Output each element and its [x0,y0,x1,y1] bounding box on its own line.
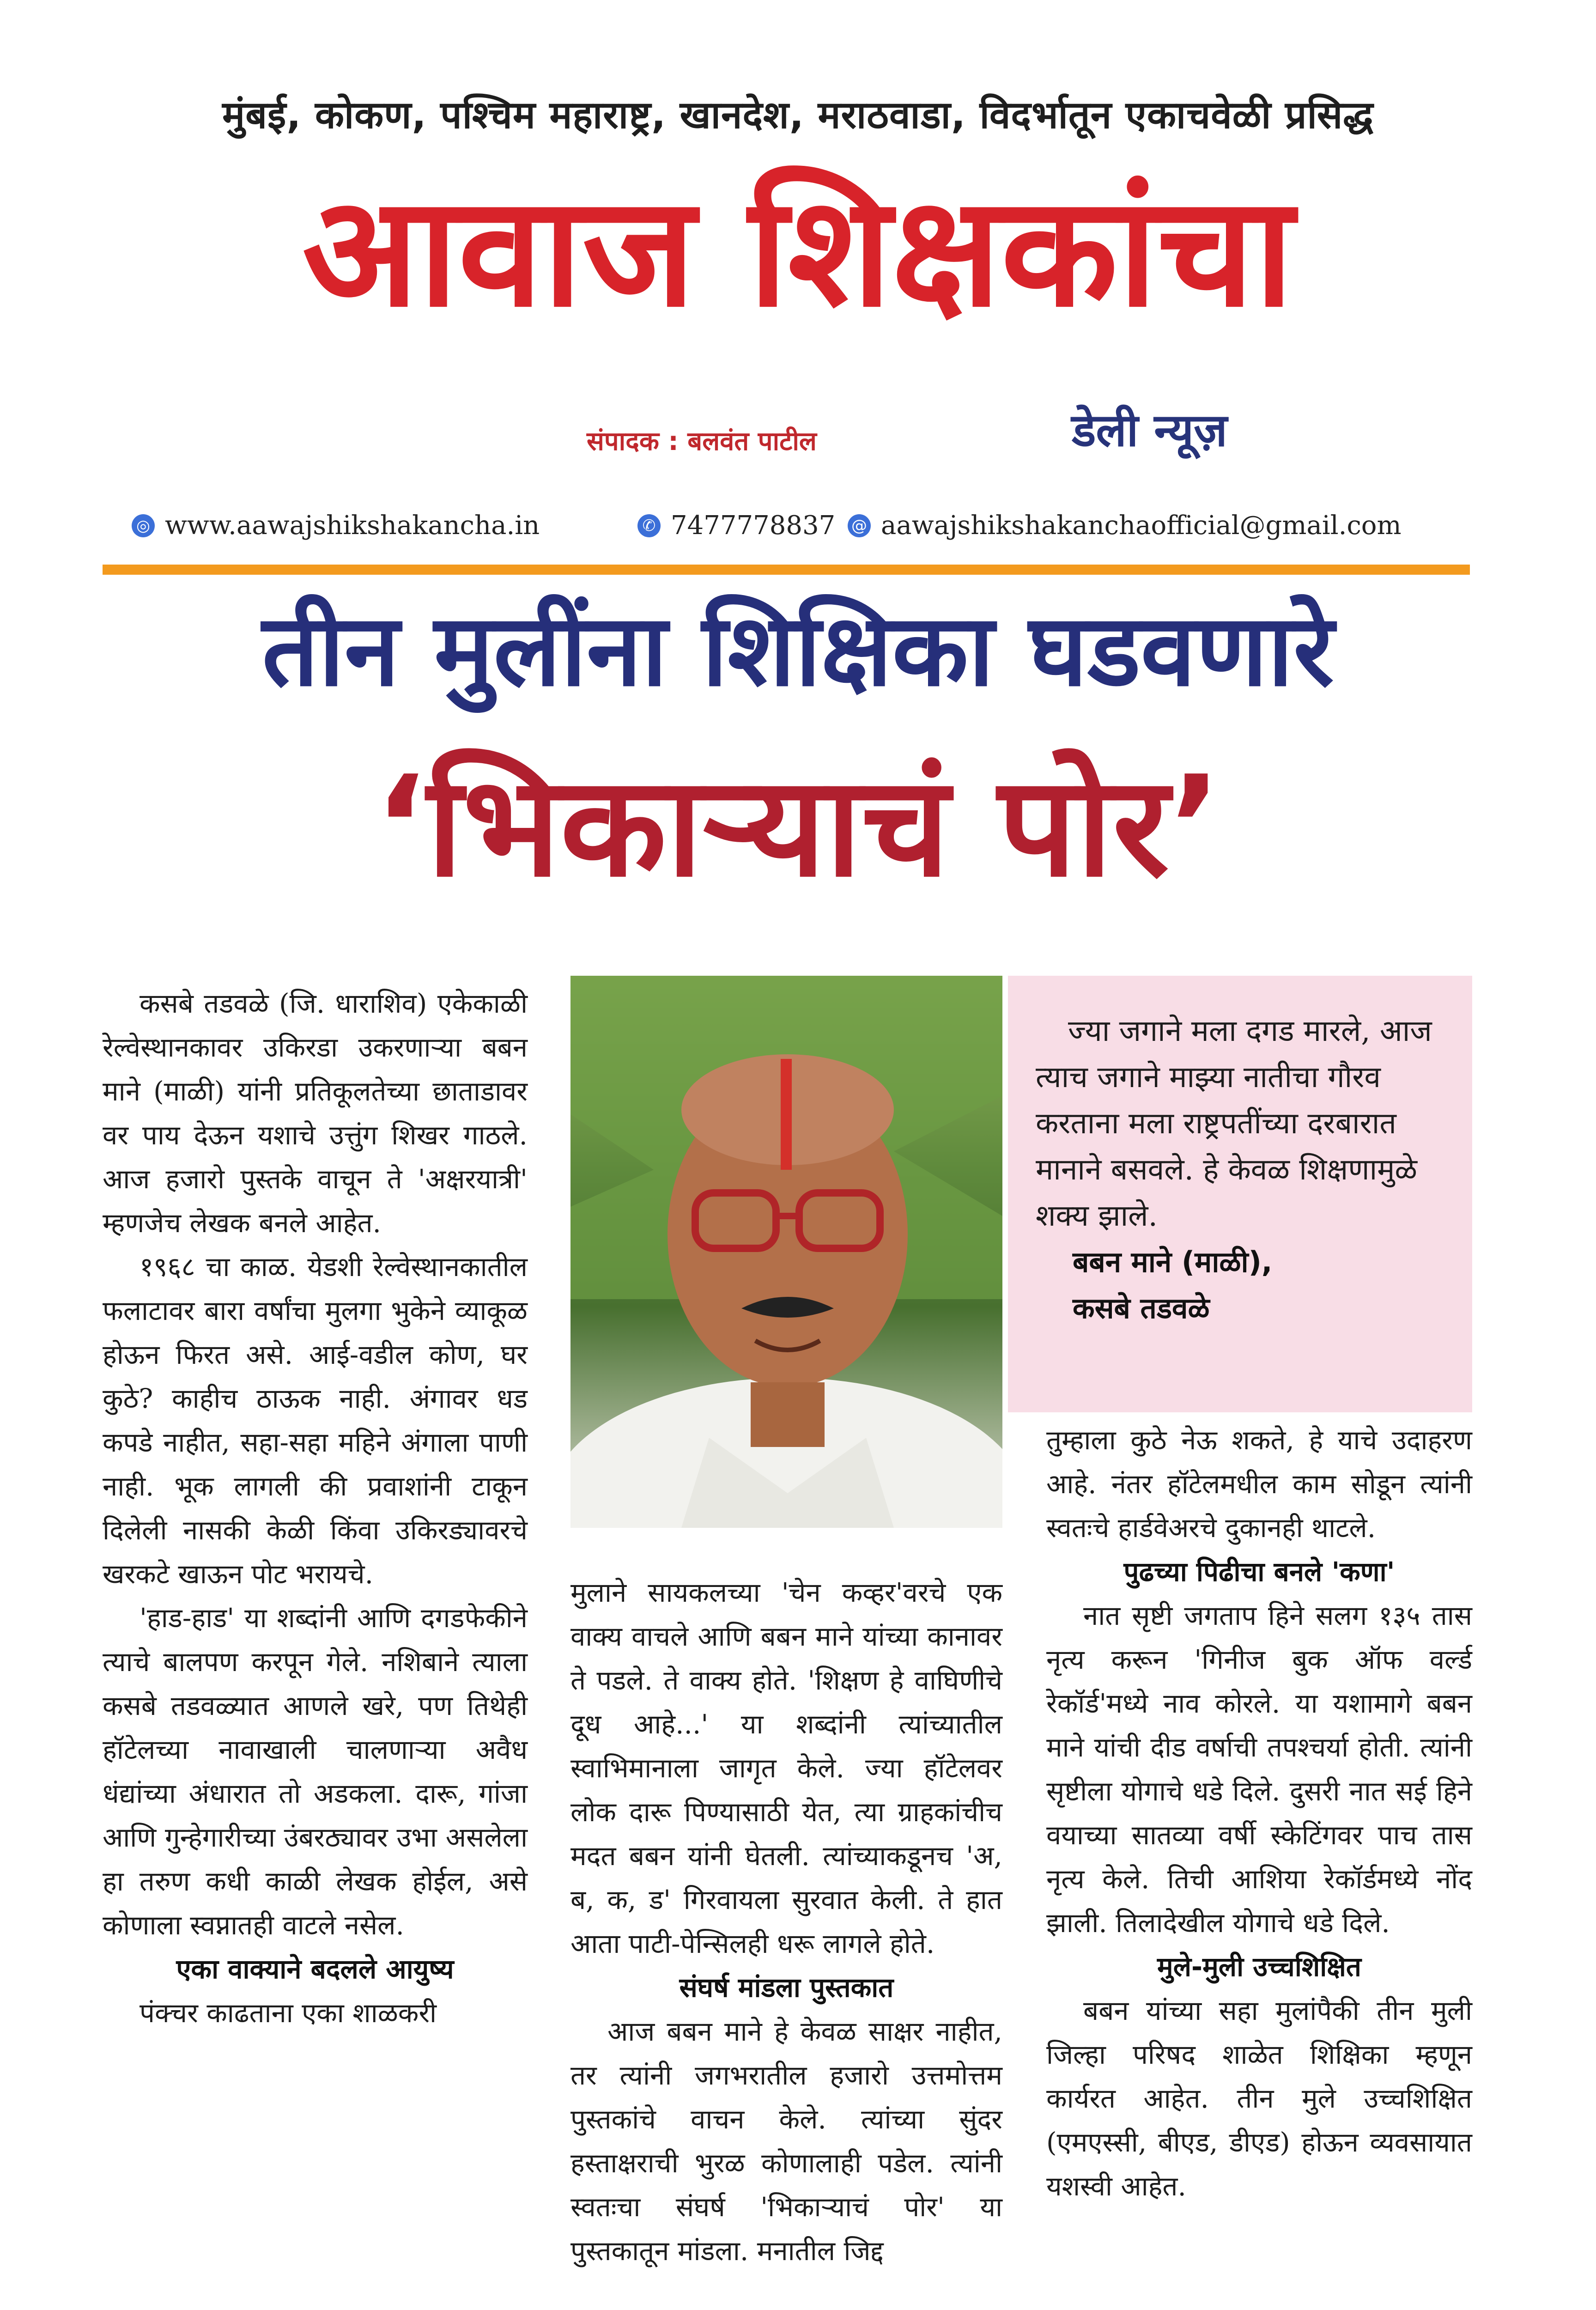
paragraph: 'हाड-हाड' या शब्दांनी आणि दगडफेकीने त्याचे बालपण करपून गेले. नशिबाने त्याला कसबे तडवळ्यात आणले खरे, पण तिथेही हॉटेलच्या नावाखाली चालणाऱ्या अवैध धंद्यांच्या अंधारात तो अडकला. दारू, गांजा आणि गुन्हेगारीच्या उंबरठ्यावर उभा असलेला हा तरुण कधी काळी लेखक होईल, असे कोणाला स्वप्नातही वाटले नसेल. [103,1602,528,1941]
quote-box [1008,976,1472,1412]
phone-icon: ✆ [637,514,661,537]
quote-place: कसबे तडवळे [1073,1291,1210,1325]
article-column-3 [1046,1418,1472,2208]
header-divider [103,565,1470,575]
subheading: संघर्ष मांडला पुस्तकात [679,1972,894,2003]
email-text: aawajshikshakanchaofficial@gmail.com [881,511,1402,541]
paragraph: कसबे तडवळे (जि. धाराशिव) एकेकाळी रेल्वेस्थानकावर उकिरडा उकरणाऱ्या बबन माने (माळी) यांनी प्रतिकूलतेच्या छाताडावर वर पाय देऊन यशाचे उत्तुंग शिखर गाठले. आज हजारो पुस्तके वाचून ते 'अक्षरयात्री' म्हणजेच लेखक बनले आहेत. [103,988,528,1239]
portrait-illustration [570,976,1002,1528]
phone-text: 7477778837 [671,511,836,541]
subheading: एका वाक्याने बदलले आयुष्य [176,1953,454,1985]
paragraph: मुलाने सायकलच्या 'चेन कव्हर'वरचे एक वाक्य वाचले आणि बबन माने यांच्या कानावर ते पडले. ते वाक्य होते. 'शिक्षण हे वाघिणीचे दूध आहे...' या शब्दांनी त्यांच्यातील स्वाभिमानाला जागृत केले. ज्या हॉटेलवर लोक दारू पिण्यासाठी येत, त्या ग्राहकांचीच मदत बबन यांनी घेतली. त्यांच्याकडूनच 'अ, ब, क, ड' गिरवायला सुरवात केली. ते हात आता पाटी-पेन्सिलही धरू लागले होते. [570,1577,1002,1959]
headline-line-2: ‘भिकाऱ्याचं पोर’ [374,746,1222,907]
website-text: www.aawajshikshakancha.in [165,511,540,541]
contact-phone[interactable] [637,511,835,541]
edition-label: डेली न्यूज़ [1072,404,1227,457]
subheading: पुढच्या पिढीचा बनले 'कणा' [1123,1556,1395,1587]
quote-text: ज्या जगाने मला दगड मारले, आज त्याच जगाने माझ्या नातीचा गौरव करताना मला राष्ट्रपतींच्या दरबारात मानाने बसवले. हे केवळ शिक्षणामुळे शक्य झाले. [1036,1014,1432,1233]
subheading: मुले-मुली उच्चशिक्षित [1157,1951,1361,1982]
masthead-title: आवाज शिक्षकांचा [302,163,1294,340]
tagline: मुंबई, कोकण, पश्चिम महाराष्ट्र, खानदेश, मराठवाडा, विदर्भातून एकाचवेळी प्रसिद्ध [222,93,1374,137]
paragraph: आज बबन माने हे केवळ साक्षर नाहीत, तर त्यांनी जगभरातील हजारो उत्तमोत्तम पुस्तकांचे वाचन केले. त्यांच्या सुंदर हस्ताक्षराची भुरळ कोणालाही पडेल. त्यांनी स्वतःचा संघर्ष 'भिकाऱ्याचं पोर' या पुस्तकातून मांडला. मनातील जिद्द [570,2016,1002,2267]
paragraph: पंक्चर काढताना एका शाळकरी [140,1997,437,2029]
paragraph: बबन यांच्या सहा मुलांपैकी तीन मुली जिल्हा परिषद शाळेत शिक्षिका म्हणून कार्यरत आहेत. तीन मुले उच्चशिक्षित (एमएस्सी, बीएड, डीएड) होऊन व्यवसायात यशस्वी आहेत. [1046,1995,1472,2202]
portrait-photo [570,976,1002,1528]
email-icon: @ [848,514,871,537]
paragraph: १९६८ चा काळ. येडशी रेल्वेस्थानकातील फलाटावर बारा वर्षांचा मुलगा भुकेने व्याकूळ होऊन फिरत असे. आई-वडील कोण, घर कुठे? काहीच ठाऊक नाही. अंगावर धड कपडे नाहीत, सहा-सहा महिने अंगाला पाणी नाही. भूक लागली की प्रवाशांनी टाकून दिलेली नासकी केळी किंवा उकिरड्यावरचे खरकटे खाऊन पोट भरायचे. [103,1251,528,1590]
contact-website[interactable] [132,511,540,541]
editor-credit: संपादक : बलवंत पाटील [587,426,817,456]
contact-email[interactable] [848,511,1402,541]
article-column-1 [103,982,528,2035]
globe-icon: ◎ [132,514,155,537]
paragraph: नात सृष्टी जगताप हिने सलग १३५ तास नृत्य करून 'गिनीज बुक ऑफ वर्ल्ड रेकॉर्ड'मध्ये नाव कोरले. या यशामागे बबन माने यांची दीड वर्षाची तपश्चर्या होती. त्यांनी सृष्टीला योगाचे धडे दिले. दुसरी नात सई हिने वयाच्या सातव्या वर्षी स्केटिंगवर पाच तास नृत्य केले. तिची आशिया रेकॉर्डमध्ये नोंद झाली. तिलादेखील योगाचे धडे दिले. [1046,1600,1472,1939]
article-column-2 [570,1571,1002,2273]
paragraph: तुम्हाला कुठे नेऊ शकते, हे याचे उदाहरण आहे. नंतर हॉटेलमधील काम सोडून त्यांनी स्वतःचे हार्डवेअरचे दुकानही थाटले. [1046,1424,1472,1544]
headline-line-1: तीन मुलींना शिक्षिका घडवणारे [262,592,1334,708]
quote-author: बबन माने (माळी), [1073,1245,1273,1279]
